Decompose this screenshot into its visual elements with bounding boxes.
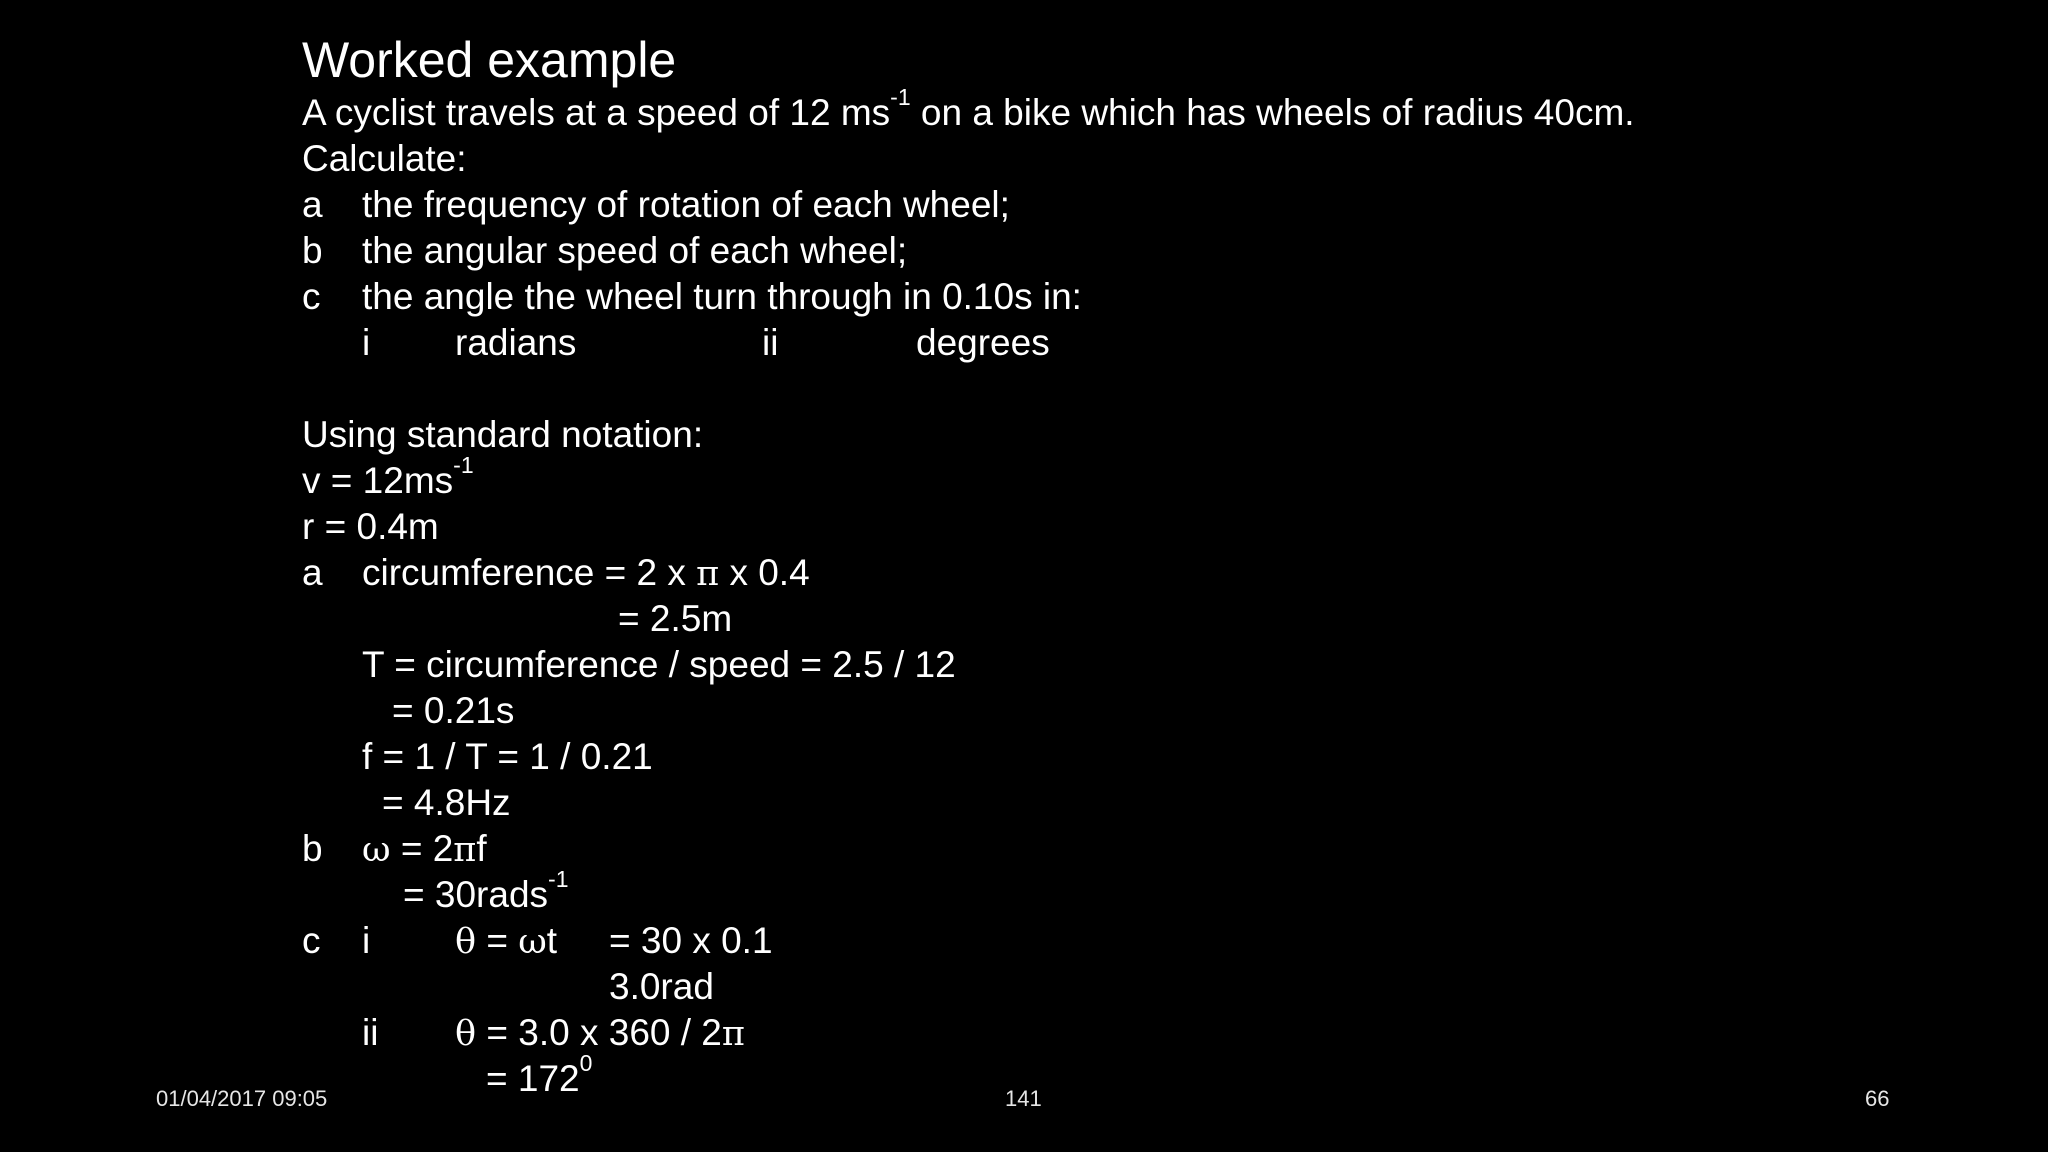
- c-i-equation-rest: t: [546, 920, 558, 961]
- problem-intro-text: A cyclist travels at a speed of 12 ms: [302, 92, 891, 133]
- circumference-rest: x 0.4: [719, 552, 810, 593]
- footer-datetime: 01/04/2017 09:05: [156, 1086, 328, 1111]
- solution-a-circumference: [362, 550, 810, 597]
- problem-intro: [302, 84, 1635, 136]
- part-c-text: the angle the wheel turn through in 0.10s in:: [362, 276, 1082, 317]
- omega-symbol: ω: [362, 830, 391, 870]
- solution-c-ii-equation: [455, 1010, 745, 1057]
- velocity-sup: -1: [453, 452, 474, 478]
- part-a-text: the frequency of rotation of each wheel;: [362, 184, 1010, 225]
- b-equation-rest: f: [476, 828, 487, 869]
- solution-c-i-result: 3.0rad: [609, 966, 714, 1007]
- b-result-sup: -1: [548, 866, 569, 892]
- problem-intro-rest: on a bike which has wheels of radius 40cm.: [910, 92, 1635, 133]
- solution-a-frequency: f = 1 / T = 1 / 0.21: [362, 736, 653, 777]
- solution-a-period-result: = 0.21s: [392, 690, 515, 731]
- subpart-ii-numeral: ii: [762, 322, 779, 363]
- pi-symbol: π: [696, 554, 720, 594]
- c-ii-result-sup: 0: [579, 1050, 593, 1076]
- theta-symbol: θ: [455, 922, 477, 962]
- footer-page-number: 66: [1865, 1086, 1890, 1111]
- slide-title: Worked example: [302, 32, 677, 88]
- solution-b-letter: b: [302, 828, 323, 869]
- solution-c-ii-result: [486, 1050, 593, 1102]
- subpart-i-numeral: i: [362, 322, 371, 363]
- velocity-text: v = 12ms: [302, 460, 454, 501]
- c-ii-result-text: = 172: [486, 1058, 580, 1099]
- footer-center-number: 141: [1005, 1086, 1042, 1111]
- part-a-letter: a: [302, 184, 323, 225]
- solution-radius: r = 0.4m: [302, 506, 439, 547]
- solution-b-result: [403, 866, 569, 918]
- b-result-text: = 30rads: [403, 874, 549, 915]
- solution-b-equation: [362, 826, 487, 873]
- circumference-text: circumference = 2 x: [362, 552, 697, 593]
- part-c-letter: c: [302, 276, 321, 317]
- solution-c-ii-numeral: ii: [362, 1012, 379, 1053]
- omega-symbol: ω: [518, 922, 547, 962]
- b-equation-text: = 2: [390, 828, 454, 869]
- pi-symbol: π: [721, 1014, 745, 1054]
- solution-a-circumference-result: = 2.5m: [618, 598, 733, 639]
- solution-a-frequency-result: = 4.8Hz: [382, 782, 511, 823]
- solution-velocity: [302, 452, 474, 504]
- theta-symbol: θ: [455, 1014, 477, 1054]
- pi-symbol: π: [453, 830, 477, 870]
- part-b-letter: b: [302, 230, 323, 271]
- calculate-label: Calculate:: [302, 138, 467, 179]
- part-b-text: the angular speed of each wheel;: [362, 230, 908, 271]
- solution-c-i-equation: [455, 918, 557, 965]
- solution-a-letter: a: [302, 552, 323, 593]
- subpart-ii-text: degrees: [916, 322, 1050, 363]
- solution-heading: Using standard notation:: [302, 414, 704, 455]
- subpart-i-text: radians: [455, 322, 577, 363]
- problem-intro-sup: -1: [890, 84, 911, 110]
- c-ii-equation-text: = 3.0 x 360 / 2: [476, 1012, 722, 1053]
- solution-c-letter: c: [302, 920, 321, 961]
- solution-a-period: T = circumference / speed = 2.5 / 12: [362, 644, 956, 685]
- solution-c-i-numeral: i: [362, 920, 371, 961]
- solution-c-i-calculation: = 30 x 0.1: [609, 920, 773, 961]
- c-i-equation-text: =: [476, 920, 519, 961]
